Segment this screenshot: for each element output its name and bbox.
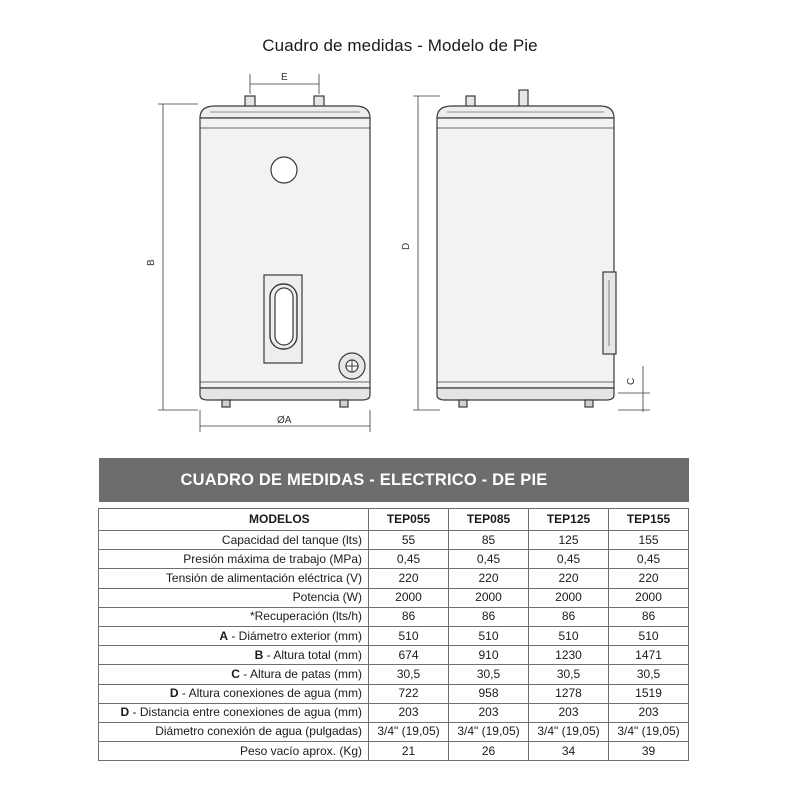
row-label (99, 703, 369, 722)
table-cell: 958 (449, 684, 529, 703)
row-label (99, 550, 369, 569)
table-cell: 1519 (609, 684, 689, 703)
row-label (99, 684, 369, 703)
table-row (99, 569, 689, 588)
table-cell: 203 (609, 703, 689, 722)
table-cell: 125 (529, 531, 609, 550)
dimension-label-a: ØA (277, 415, 292, 426)
dimension-letter: A (219, 628, 228, 643)
table-cell: 86 (609, 607, 689, 626)
table-cell: 55 (369, 531, 449, 550)
table-cell: 220 (449, 569, 529, 588)
table-cell: 26 (449, 742, 529, 761)
table-cell: 910 (449, 646, 529, 665)
table-row (99, 531, 689, 550)
table-cell: 86 (529, 607, 609, 626)
row-label-text: Potencia (W) (292, 590, 362, 605)
table-cell: 30,5 (369, 665, 449, 684)
table-cell: 34 (529, 742, 609, 761)
table-cell: 510 (369, 626, 449, 645)
page-title: Cuadro de medidas - Modelo de Pie (262, 36, 538, 55)
table-cell: 30,5 (449, 665, 529, 684)
table-row (99, 703, 689, 722)
table-cell: 0,45 (609, 550, 689, 569)
row-label (99, 588, 369, 607)
models-header: MODELOS (99, 509, 369, 531)
table-cell: 0,45 (449, 550, 529, 569)
table-cell: 1230 (529, 646, 609, 665)
table-cell: 2000 (609, 588, 689, 607)
table-cell: 2000 (369, 588, 449, 607)
dimension-label-e: E (281, 72, 288, 83)
table-cell: 220 (609, 569, 689, 588)
side-view (413, 90, 650, 412)
table-cell: 85 (449, 531, 529, 550)
row-label (99, 531, 369, 550)
table-row (99, 665, 689, 684)
table-cell: 2000 (529, 588, 609, 607)
row-label-text: - Altura conexiones de agua (mm) (178, 686, 362, 701)
table-row (99, 626, 689, 645)
dimension-letter: D (169, 686, 179, 701)
front-view (158, 74, 370, 432)
table-header-row (99, 509, 689, 531)
table-cell: 510 (609, 626, 689, 645)
row-label-text: Presión máxima de trabajo (MPa) (183, 551, 362, 566)
table-cell: 220 (369, 569, 449, 588)
table-cell: 510 (449, 626, 529, 645)
table-cell: 30,5 (609, 665, 689, 684)
table-row (99, 550, 689, 569)
model-header: TEP085 (449, 509, 529, 531)
table-row (99, 742, 689, 761)
table-cell: 3/4" (19,05) (369, 722, 449, 741)
row-label-text: Tensión de alimentación eléctrica (V) (165, 570, 362, 585)
model-header: TEP055 (369, 509, 449, 531)
model-header: TEP155 (609, 509, 689, 531)
dimension-label-c: C (626, 377, 637, 385)
dimension-letter: C (231, 666, 240, 681)
table-cell: 21 (369, 742, 449, 761)
row-label-text: Diámetro conexión de agua (pulgadas) (155, 724, 362, 739)
row-label-text: - Altura de patas (mm) (239, 666, 362, 681)
table-cell: 3/4" (19,05) (529, 722, 609, 741)
table-title-row (99, 458, 689, 502)
table-cell: 510 (529, 626, 609, 645)
table-cell: 203 (529, 703, 609, 722)
row-label-text: Peso vacío aprox. (Kg) (239, 743, 362, 758)
table-cell: 0,45 (529, 550, 609, 569)
table-row (99, 588, 689, 607)
row-label (99, 607, 369, 626)
table-cell: 1471 (609, 646, 689, 665)
table-cell: 0,45 (369, 550, 449, 569)
table-cell: 2000 (449, 588, 529, 607)
table-cell: 155 (609, 531, 689, 550)
specs-table (98, 458, 689, 761)
table-cell: 30,5 (529, 665, 609, 684)
table-cell: 722 (369, 684, 449, 703)
row-label (99, 722, 369, 741)
row-label (99, 646, 369, 665)
row-label (99, 665, 369, 684)
dimension-letter: B (254, 647, 264, 662)
table-cell: 39 (609, 742, 689, 761)
table-cell: 1278 (529, 684, 609, 703)
model-header: TEP125 (529, 509, 609, 531)
row-label-text: - Diámetro exterior (mm) (227, 628, 362, 643)
row-label (99, 569, 369, 588)
table-cell: 674 (369, 646, 449, 665)
row-label (99, 626, 369, 645)
table-row (99, 722, 689, 741)
table-cell: 220 (529, 569, 609, 588)
dimension-letter: D (120, 705, 130, 720)
dimension-label-d: D (401, 242, 412, 250)
table-title: CUADRO DE MEDIDAS - ELECTRICO - DE PIE (99, 458, 689, 502)
table-cell: 203 (449, 703, 529, 722)
row-label-text: - Altura total (mm) (263, 647, 362, 662)
table-cell: 3/4" (19,05) (609, 722, 689, 741)
table-row (99, 684, 689, 703)
row-label-text: - Distancia entre conexiones de agua (mm) (129, 705, 362, 720)
table-row (99, 607, 689, 626)
row-label-text: *Recuperación (lts/h) (249, 609, 362, 624)
table-cell: 86 (449, 607, 529, 626)
row-label (99, 742, 369, 761)
dimension-label-b: B (146, 259, 157, 266)
table-row (99, 646, 689, 665)
table-cell: 203 (369, 703, 449, 722)
row-label-text: Capacidad del tanque (lts) (221, 532, 362, 547)
table-cell: 3/4" (19,05) (449, 722, 529, 741)
table-cell: 86 (369, 607, 449, 626)
